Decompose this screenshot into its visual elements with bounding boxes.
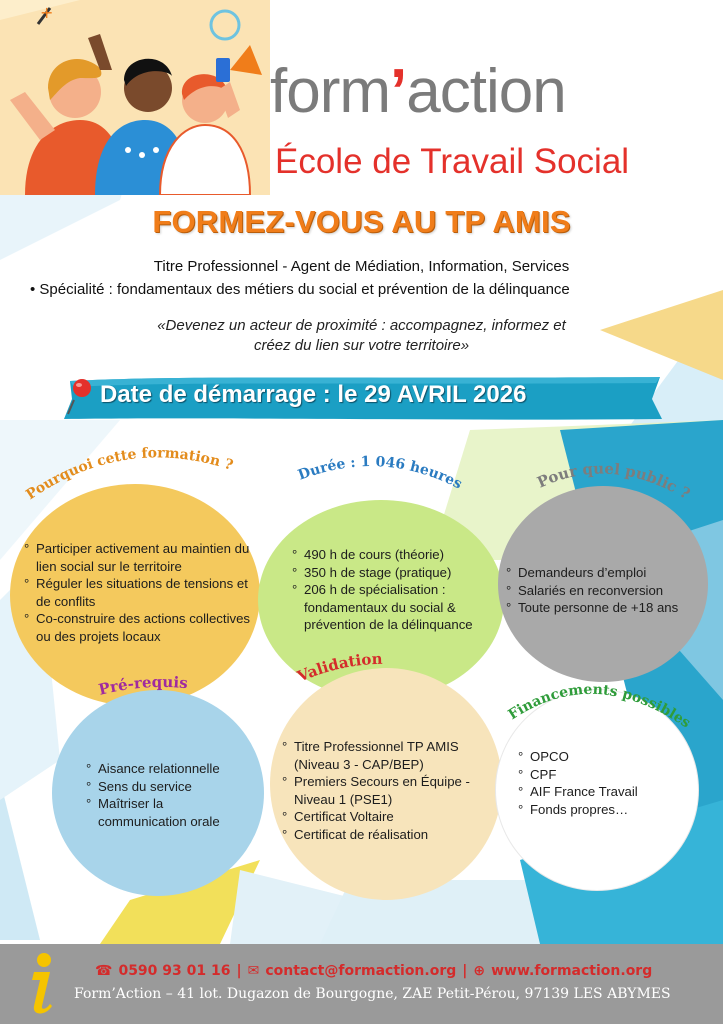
title-public: Pour quel public ? <box>534 459 694 503</box>
students-illustration <box>0 0 270 195</box>
website-link[interactable]: www.formaction.org <box>491 963 653 979</box>
list-item: ° Titre Professionnel TP AMIS (Niveau 3 - CAP/BEP) <box>282 738 492 773</box>
pushpin-icon <box>66 376 94 416</box>
title-duree: Durée : 1 046 heures <box>296 454 465 493</box>
phone-number[interactable]: 0590 93 01 16 <box>118 963 231 979</box>
list-item: ° Aisance relationnelle <box>86 760 246 778</box>
brand-name-part1: form <box>270 57 390 126</box>
brand-logo <box>270 52 720 132</box>
list-item: ° CPF <box>518 766 688 784</box>
svg-text:+: + <box>40 3 54 22</box>
title-validation: Validation <box>294 649 383 686</box>
list-item: ° Certificat de réalisation <box>282 826 492 844</box>
list-item: ° Demandeurs d’emploi <box>506 564 702 582</box>
list-public <box>506 564 702 617</box>
title-prerequis: Pré-requis <box>96 672 189 699</box>
list-item: ° 490 h de cours (théorie) <box>292 546 492 564</box>
list-item: ° Fonds propres… <box>518 801 688 819</box>
list-item: ° Co-construire des actions collectives ou des projets locaux <box>24 610 258 645</box>
school-name: École de Travail Social <box>275 142 630 181</box>
list-item: ° 350 h de stage (pratique) <box>292 564 492 582</box>
brand-apostrophe: ’ <box>390 57 407 126</box>
separator: | <box>236 963 242 979</box>
list-financements <box>518 748 688 818</box>
info-icon <box>20 950 60 1016</box>
phone-icon: ☎ <box>95 963 113 979</box>
email-icon: ✉ <box>247 963 260 979</box>
list-item: ° AIF France Travail <box>518 783 688 801</box>
list-item: ° OPCO <box>518 748 688 766</box>
list-duree <box>292 546 492 634</box>
list-item: ° Toute personne de +18 ans <box>506 599 702 617</box>
title-financements: Financements possibles <box>505 681 694 732</box>
list-item: ° 206 h de spécialisation : fondamentaux du social & prévention de la délinquance <box>292 581 492 634</box>
quote-line-2: créez du lien sur votre territoire» <box>253 337 470 354</box>
brand-name-part2: action <box>406 57 566 126</box>
tagline-quote <box>0 316 723 356</box>
start-date-text: Date de démarrage : le 29 AVRIL 2026 <box>100 381 527 408</box>
footer <box>0 944 723 1024</box>
separator: | <box>462 963 468 979</box>
list-validation <box>282 738 492 843</box>
email-link[interactable]: contact@formaction.org <box>265 963 457 979</box>
address: Form’Action – 41 lot. Dugazon de Bourgogne, ZAE Petit-Pérou, 97139 LES ABYMES <box>74 986 671 1002</box>
list-item: ° Sens du service <box>86 778 246 796</box>
program-title: Titre Professionnel - Agent de Médiation, Information, Services <box>153 258 570 275</box>
list-item: ° Maîtriser la communication orale <box>86 795 246 830</box>
contact-line <box>95 963 715 979</box>
list-prerequis <box>86 760 246 830</box>
quote-line-1: «Devenez un acteur de proximité : accompagnez, informez et <box>157 317 566 334</box>
list-item: ° Certificat Voltaire <box>282 808 492 826</box>
list-item: ° Salariés en reconversion <box>506 582 702 600</box>
list-item: ° Réguler les situations de tensions et de conflits <box>24 575 258 610</box>
headline: FORMEZ-VOUS AU TP AMIS <box>152 204 571 239</box>
list-pourquoi <box>24 540 258 645</box>
title-pourquoi: Pourquoi cette formation ? <box>23 445 235 504</box>
list-item: ° Participer activement au maintien du lien social sur le territoire <box>24 540 258 575</box>
globe-icon: ⊕ <box>473 963 486 979</box>
list-item: ° Premiers Secours en Équipe - Niveau 1 (PSE1) <box>282 773 492 808</box>
specialty-line: • Spécialité : fondamentaux des métiers du social et prévention de la délinquance <box>30 281 570 298</box>
